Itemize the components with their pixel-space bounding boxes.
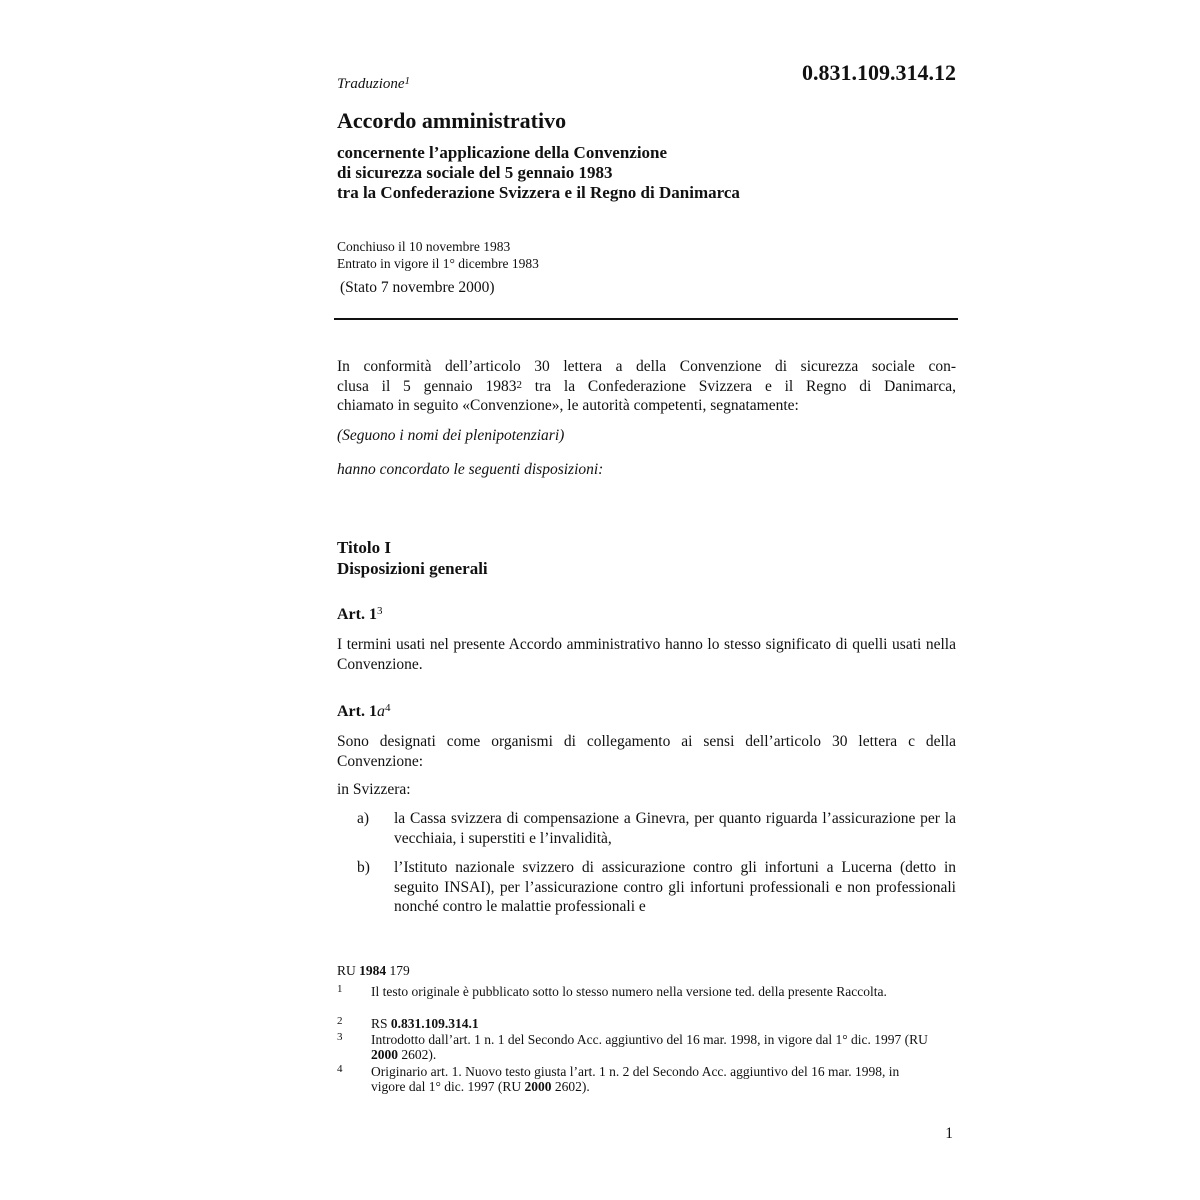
document-title: Accordo amministrativo: [337, 108, 567, 133]
footnote-ref-1[interactable]: 1: [404, 75, 411, 87]
document-dates: [337, 238, 539, 272]
subtitle-line: tra la Confederazione Svizzera e il Regno di Danimarca: [337, 183, 740, 202]
footnote-ref-2[interactable]: 2: [516, 378, 522, 391]
plenipotentiaries-note: (Seguono i nomi dei plenipotenziari): [337, 427, 565, 444]
footnote-number: 1: [337, 983, 343, 995]
article-heading-1a: Art. $1a^4$: [337, 702, 391, 720]
preamble-paragraph: [337, 357, 956, 416]
header-divider: [334, 318, 958, 320]
concluded-date: Conchiuso il 10 novembre 1983: [337, 239, 511, 254]
status-date: (Stato 7 novembre 2000): [340, 279, 495, 296]
official-compilation-ref: RU 1984 179: [337, 963, 410, 978]
footnote-text: Originario art. 1. Nuovo testo giusta l’art. 1 n. 2 del Secondo Acc. aggiuntivo del 16 mar. 1998, in vigore dal 1° dic. 1997 (RU 2000 2602).: [371, 1064, 900, 1094]
in-force-date: Entrato in vigore il 1° dicembre 1983: [337, 256, 539, 271]
document-subtitle: [337, 143, 956, 203]
footnote-number: 2: [337, 1015, 343, 1027]
list-item-label: a): [357, 810, 370, 827]
subtitle-line: concernente l’applicazione della Convenzione: [337, 143, 668, 162]
list-item-label: b): [357, 859, 370, 876]
subtitle-line: di sicurezza sociale del 5 gennaio 1983: [337, 163, 613, 182]
footnote-number: 4: [337, 1063, 343, 1075]
footnote-number: 3: [337, 1031, 343, 1043]
page-number: 1: [945, 1125, 953, 1142]
list-item-text: la Cassa svizzera di compensazione a Ginevra, per quanto riguarda l’assicurazione per la vecchiaia, i superstiti e l’invalidità,: [394, 810, 956, 847]
sr-number: 0.831.109.314.12: [802, 60, 956, 85]
agreement-intro: hanno concordato le seguenti disposizioni:: [337, 461, 604, 478]
footnote-text: RS 0.831.109.314.1: [371, 1016, 479, 1031]
title-heading: [337, 537, 488, 579]
footnote-text: Introdotto dall’art. 1 n. 1 del Secondo Acc. aggiuntivo del 16 mar. 1998, in vigore dal 1° dic. 1997 (RU 2000 2602).: [371, 1032, 928, 1062]
list-item-text: l’Istituto nazionale svizzero di assicurazione contro gli infortuni a Lucerna (detto in seguito INSAI), per l’assicurazione contro gli infortuni professionali e non professionali nonché contro le malattie professionali e: [394, 859, 956, 915]
footnote-ref-4[interactable]: 4: [384, 702, 391, 714]
article-1-text: I termini usati nel presente Accordo amministrativo hanno lo stesso significato di quelli usati nella Convenzione.: [337, 636, 956, 673]
title-number: Titolo I: [337, 538, 392, 557]
footnote-ref-3[interactable]: 3: [376, 605, 383, 617]
article-1a-text: Sono designati come organismi di collegamento ai sensi dell’articolo 30 lettera c della Convenzione:: [337, 733, 956, 770]
article-heading-1: Art. $1^3$: [337, 605, 383, 623]
translation-label: Traduzione$^1$: [337, 75, 411, 92]
title-name: Disposizioni generali: [337, 559, 488, 578]
preamble-line: In conformità dell’articolo 30 lettera a della Convenzione di sicurezza sociale con-: [337, 358, 956, 375]
footnote-text: Il testo originale è pubblicato sotto lo stesso numero nella versione ted. della presente Raccolta.: [371, 984, 887, 999]
in-switzerland-label: in Svizzera:: [337, 781, 411, 798]
preamble-line: clusa il 5 gennaio 1983$^2$ tra la Confederazione Svizzera e il Regno di Danimarca,: [337, 377, 957, 395]
preamble-line: chiamato in seguito «Convenzione», le autorità competenti, segnatamente:: [337, 397, 799, 414]
document-page: [337, 0, 956, 1200]
